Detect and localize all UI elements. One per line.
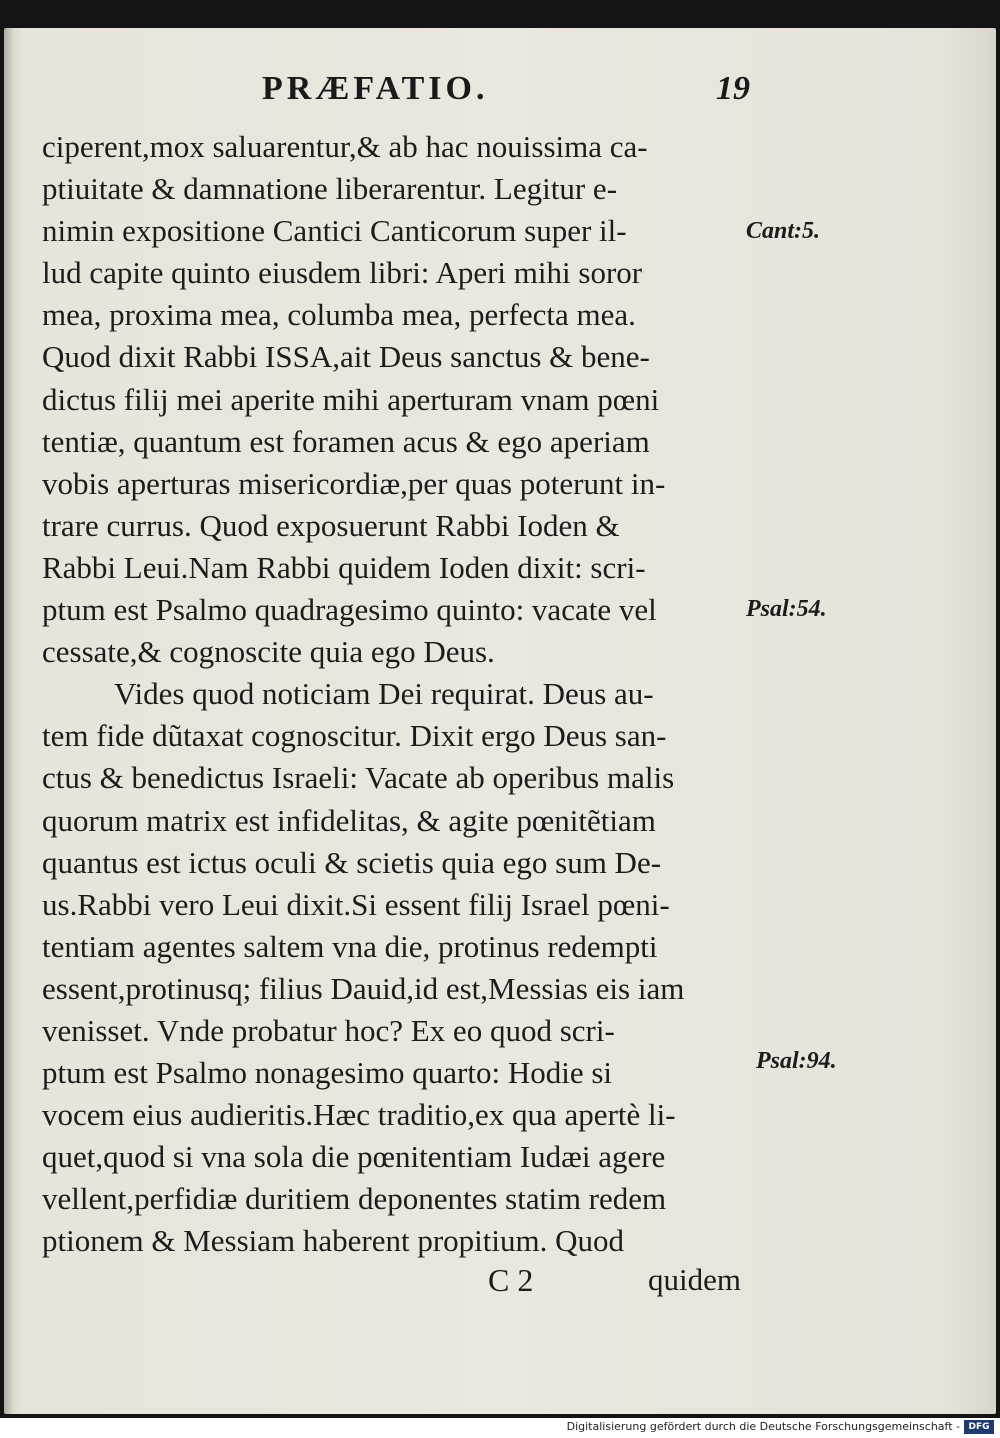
text-line: nimin expositione Cantici Canticorum super il- [42,213,627,249]
signature-mark: C 2 [488,1262,534,1298]
text-line: ctus & benedictus Israeli: Vacate ab operibus malis [42,760,675,796]
text-line: Quod dixit Rabbi ISSA,ait Deus sanctus & bene- [42,339,650,375]
text-line: ptum est Psalmo nonagesimo quarto: Hodie si [42,1055,613,1091]
text-line: essent,protinusq; filius Dauid,id est,Messias eis iam [42,970,685,1006]
text-line: ptionem & Messiam haberent propitium. Quod [42,1223,625,1259]
text-line: dictus filij mei aperite mihi aperturam vnam pœni [42,381,660,417]
text-line: quet,quod si vna sola die pœnitentiam Iudæi agere [42,1139,666,1175]
text-line: vocem eius audieritis.Hæc traditio,ex qua apertè li- [42,1097,676,1133]
text-line: tem fide dũtaxat cognoscitur. Dixit ergo Deus san- [42,718,667,754]
dfg-logo: DFG [964,1420,994,1434]
page-gutter-shadow [4,28,14,1414]
body-text [42,126,754,1263]
marginal-note-cant: Cant:5. [746,218,821,244]
text-line: tentiam agentes saltem vna die, protinus redempti [42,928,658,964]
folio-number: 19 [716,70,750,107]
marginal-note-psal-94: Psal:94. [756,1048,837,1074]
footer-credit: Digitalisierung gefördert durch die Deutsche Forschungsgemeinschaft - [566,1420,960,1433]
running-title: PRÆFATIO. [262,70,489,107]
text-line: ptiuitate & damnatione liberarentur. Legitur e- [42,171,618,207]
text-line: vellent,perfidiæ duritiem deponentes statim redem [42,1181,667,1217]
marginal-note-psal-54: Psal:54. [746,596,827,622]
paragraph-first-line: Vides quod noticiam Dei requirat. Deus au- [114,676,654,712]
text-line: cessate,& cognoscite quia ego Deus. [42,634,495,670]
text-line: quantus est ictus oculi & scietis quia ego sum De- [42,844,662,880]
catchword: quidem [648,1262,741,1297]
text-line: quorum matrix est infidelitas, & agite pœnitẽtiam [42,802,656,838]
text-line: tentiæ, quantum est foramen acus & ego aperiam [42,423,650,459]
text-line: trare currus. Quod exposuerunt Rabbi Ioden & [42,507,620,543]
text-line: lud capite quinto eiusdem libri: Aperi mihi soror [42,255,643,291]
text-line: ciperent,mox saluarentur,& ab hac nouissima ca- [42,129,648,164]
text-line: ptum est Psalmo quadragesimo quinto: vacate vel [42,592,657,628]
text-line: mea, proxima mea, columba mea, perfecta mea. [42,297,636,333]
text-line: vobis aperturas misericordiæ,per quas poterunt in- [42,465,666,501]
text-line: Rabbi Leui.Nam Rabbi quidem Ioden dixit: scri- [42,549,646,585]
text-line: venisset. Vnde probatur hoc? Ex eo quod scri- [42,1012,615,1048]
text-line: us.Rabbi vero Leui dixit.Si essent filij Israel pœni- [42,886,670,922]
